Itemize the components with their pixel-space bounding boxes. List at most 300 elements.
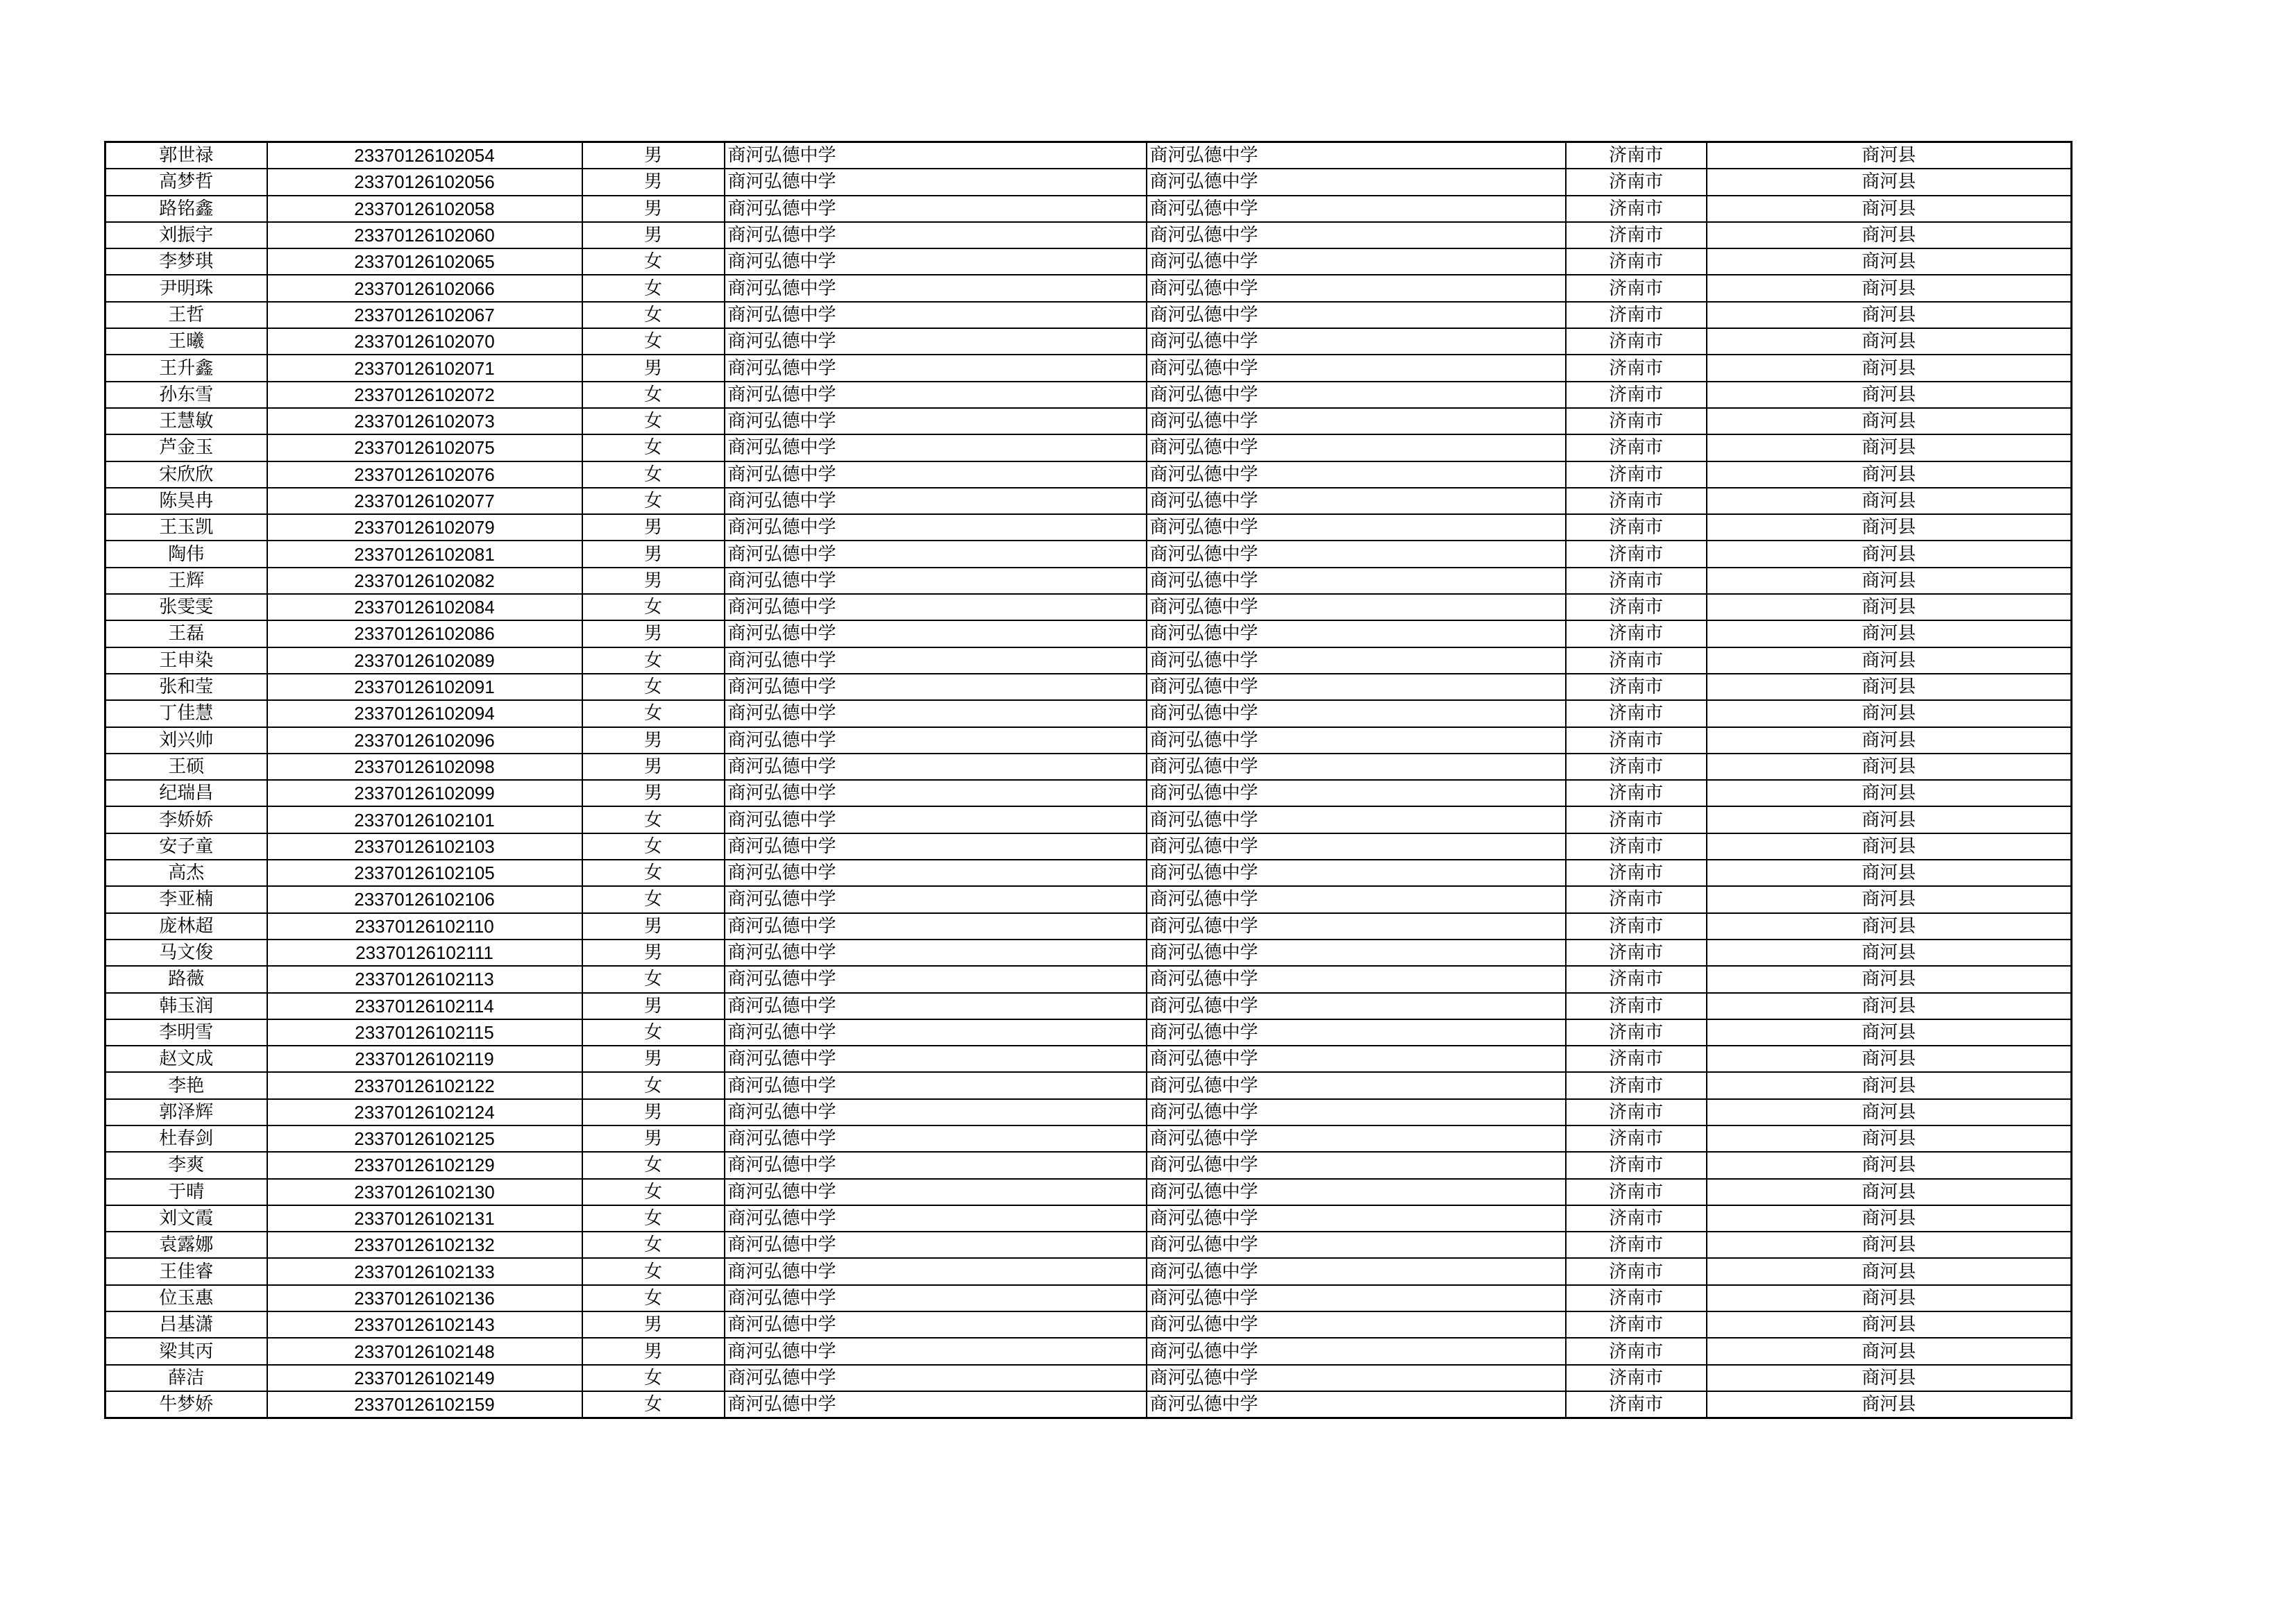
city-cell: 济南市 (1566, 886, 1707, 912)
table-row (105, 1179, 2072, 1205)
exam-id-cell: 23370126102110 (267, 913, 582, 940)
gender-cell: 女 (582, 1205, 725, 1232)
city-cell: 济南市 (1566, 355, 1707, 381)
gender-cell: 男 (582, 568, 725, 594)
exam-id-cell: 23370126102054 (267, 142, 582, 169)
gender-cell: 女 (582, 1179, 725, 1205)
gender-cell: 女 (582, 594, 725, 620)
registered-school-cell: 商河弘德中学 (1147, 1285, 1566, 1311)
table-row (105, 461, 2072, 488)
table-row (105, 1365, 2072, 1391)
name-cell: 尹明珠 (105, 275, 267, 301)
registered-school-cell: 商河弘德中学 (1147, 754, 1566, 780)
table-row (105, 1258, 2072, 1284)
county-cell: 商河县 (1707, 1019, 2072, 1046)
name-cell: 路薇 (105, 966, 267, 992)
school-cell: 商河弘德中学 (725, 966, 1147, 992)
school-cell: 商河弘德中学 (725, 488, 1147, 514)
table-row (105, 196, 2072, 222)
city-cell: 济南市 (1566, 488, 1707, 514)
registered-school-cell: 商河弘德中学 (1147, 1258, 1566, 1284)
gender-cell: 男 (582, 940, 725, 966)
table-row (105, 860, 2072, 886)
table-row (105, 1019, 2072, 1046)
table-row (105, 514, 2072, 541)
registered-school-cell: 商河弘德中学 (1147, 541, 1566, 567)
gender-cell: 女 (582, 966, 725, 992)
school-cell: 商河弘德中学 (725, 196, 1147, 222)
name-cell: 孙东雪 (105, 382, 267, 408)
table-row (105, 594, 2072, 620)
school-cell: 商河弘德中学 (725, 860, 1147, 886)
city-cell: 济南市 (1566, 1338, 1707, 1364)
county-cell: 商河县 (1707, 514, 2072, 541)
table-row (105, 647, 2072, 674)
city-cell: 济南市 (1566, 594, 1707, 620)
county-cell: 商河县 (1707, 461, 2072, 488)
name-cell: 李艳 (105, 1072, 267, 1098)
exam-id-cell: 23370126102084 (267, 594, 582, 620)
gender-cell: 女 (582, 860, 725, 886)
registered-school-cell: 商河弘德中学 (1147, 196, 1566, 222)
exam-id-cell: 23370126102072 (267, 382, 582, 408)
school-cell: 商河弘德中学 (725, 1365, 1147, 1391)
exam-id-cell: 23370126102149 (267, 1365, 582, 1391)
table-row (105, 674, 2072, 700)
registered-school-cell: 商河弘德中学 (1147, 514, 1566, 541)
registered-school-cell: 商河弘德中学 (1147, 700, 1566, 726)
name-cell: 于晴 (105, 1179, 267, 1205)
table-row (105, 620, 2072, 647)
school-cell: 商河弘德中学 (725, 169, 1147, 195)
exam-id-cell: 23370126102124 (267, 1099, 582, 1125)
county-cell: 商河县 (1707, 222, 2072, 248)
gender-cell: 女 (582, 806, 725, 833)
city-cell: 济南市 (1566, 408, 1707, 434)
exam-id-cell: 23370126102082 (267, 568, 582, 594)
exam-id-cell: 23370126102066 (267, 275, 582, 301)
gender-cell: 女 (582, 1232, 725, 1258)
county-cell: 商河县 (1707, 940, 2072, 966)
school-cell: 商河弘德中学 (725, 1019, 1147, 1046)
table-row (105, 1232, 2072, 1258)
registered-school-cell: 商河弘德中学 (1147, 408, 1566, 434)
city-cell: 济南市 (1566, 142, 1707, 169)
city-cell: 济南市 (1566, 913, 1707, 940)
county-cell: 商河县 (1707, 806, 2072, 833)
school-cell: 商河弘德中学 (725, 541, 1147, 567)
city-cell: 济南市 (1566, 647, 1707, 674)
table-row (105, 275, 2072, 301)
city-cell: 济南市 (1566, 1311, 1707, 1338)
name-cell: 薛洁 (105, 1365, 267, 1391)
gender-cell: 女 (582, 1365, 725, 1391)
school-cell: 商河弘德中学 (725, 727, 1147, 754)
school-cell: 商河弘德中学 (725, 1285, 1147, 1311)
city-cell: 济南市 (1566, 541, 1707, 567)
registered-school-cell: 商河弘德中学 (1147, 328, 1566, 355)
registered-school-cell: 商河弘德中学 (1147, 833, 1566, 860)
city-cell: 济南市 (1566, 806, 1707, 833)
school-cell: 商河弘德中学 (725, 940, 1147, 966)
registered-school-cell: 商河弘德中学 (1147, 302, 1566, 328)
school-cell: 商河弘德中学 (725, 1046, 1147, 1072)
gender-cell: 男 (582, 222, 725, 248)
gender-cell: 女 (582, 328, 725, 355)
school-cell: 商河弘德中学 (725, 806, 1147, 833)
exam-id-cell: 23370126102089 (267, 647, 582, 674)
city-cell: 济南市 (1566, 1125, 1707, 1152)
registered-school-cell: 商河弘德中学 (1147, 382, 1566, 408)
gender-cell: 女 (582, 1391, 725, 1418)
name-cell: 高杰 (105, 860, 267, 886)
county-cell: 商河县 (1707, 860, 2072, 886)
county-cell: 商河县 (1707, 1125, 2072, 1152)
gender-cell: 女 (582, 674, 725, 700)
table-row (105, 1311, 2072, 1338)
gender-cell: 女 (582, 1152, 725, 1178)
registered-school-cell: 商河弘德中学 (1147, 780, 1566, 806)
city-cell: 济南市 (1566, 833, 1707, 860)
city-cell: 济南市 (1566, 222, 1707, 248)
school-cell: 商河弘德中学 (725, 1152, 1147, 1178)
registered-school-cell: 商河弘德中学 (1147, 142, 1566, 169)
gender-cell: 男 (582, 514, 725, 541)
exam-id-cell: 23370126102148 (267, 1338, 582, 1364)
gender-cell: 女 (582, 275, 725, 301)
registered-school-cell: 商河弘德中学 (1147, 1365, 1566, 1391)
school-cell: 商河弘德中学 (725, 674, 1147, 700)
county-cell: 商河县 (1707, 780, 2072, 806)
registered-school-cell: 商河弘德中学 (1147, 248, 1566, 275)
exam-id-cell: 23370126102159 (267, 1391, 582, 1418)
table-row (105, 1205, 2072, 1232)
table-row (105, 1391, 2072, 1418)
exam-id-cell: 23370126102071 (267, 355, 582, 381)
name-cell: 韩玉润 (105, 993, 267, 1019)
table-row (105, 408, 2072, 434)
registered-school-cell: 商河弘德中学 (1147, 1338, 1566, 1364)
city-cell: 济南市 (1566, 1072, 1707, 1098)
gender-cell: 男 (582, 620, 725, 647)
city-cell: 济南市 (1566, 860, 1707, 886)
table-body (105, 142, 2072, 1418)
exam-id-cell: 23370126102094 (267, 700, 582, 726)
exam-id-cell: 23370126102096 (267, 727, 582, 754)
county-cell: 商河县 (1707, 382, 2072, 408)
name-cell: 刘兴帅 (105, 727, 267, 754)
registered-school-cell: 商河弘德中学 (1147, 275, 1566, 301)
county-cell: 商河县 (1707, 142, 2072, 169)
registered-school-cell: 商河弘德中学 (1147, 1019, 1566, 1046)
name-cell: 陈昊冉 (105, 488, 267, 514)
name-cell: 李娇娇 (105, 806, 267, 833)
name-cell: 纪瑞昌 (105, 780, 267, 806)
school-cell: 商河弘德中学 (725, 754, 1147, 780)
school-cell: 商河弘德中学 (725, 142, 1147, 169)
exam-id-cell: 23370126102131 (267, 1205, 582, 1232)
name-cell: 郭世禄 (105, 142, 267, 169)
table-row (105, 940, 2072, 966)
registered-school-cell: 商河弘德中学 (1147, 434, 1566, 461)
school-cell: 商河弘德中学 (725, 1125, 1147, 1152)
county-cell: 商河县 (1707, 966, 2072, 992)
registered-school-cell: 商河弘德中学 (1147, 1391, 1566, 1418)
exam-id-cell: 23370126102098 (267, 754, 582, 780)
school-cell: 商河弘德中学 (725, 461, 1147, 488)
city-cell: 济南市 (1566, 1152, 1707, 1178)
table-row (105, 1338, 2072, 1364)
county-cell: 商河县 (1707, 275, 2072, 301)
county-cell: 商河县 (1707, 1046, 2072, 1072)
student-roster-table (104, 141, 2073, 1419)
table-row (105, 1152, 2072, 1178)
school-cell: 商河弘德中学 (725, 1072, 1147, 1098)
registered-school-cell: 商河弘德中学 (1147, 568, 1566, 594)
exam-id-cell: 23370126102081 (267, 541, 582, 567)
name-cell: 安子童 (105, 833, 267, 860)
name-cell: 丁佳慧 (105, 700, 267, 726)
county-cell: 商河县 (1707, 488, 2072, 514)
county-cell: 商河县 (1707, 727, 2072, 754)
name-cell: 王玉凯 (105, 514, 267, 541)
school-cell: 商河弘德中学 (725, 1179, 1147, 1205)
city-cell: 济南市 (1566, 461, 1707, 488)
table-row (105, 382, 2072, 408)
school-cell: 商河弘德中学 (725, 248, 1147, 275)
county-cell: 商河县 (1707, 1338, 2072, 1364)
gender-cell: 男 (582, 541, 725, 567)
gender-cell: 男 (582, 913, 725, 940)
school-cell: 商河弘德中学 (725, 620, 1147, 647)
exam-id-cell: 23370126102113 (267, 966, 582, 992)
registered-school-cell: 商河弘德中学 (1147, 1072, 1566, 1098)
table-row (105, 248, 2072, 275)
school-cell: 商河弘德中学 (725, 647, 1147, 674)
registered-school-cell: 商河弘德中学 (1147, 966, 1566, 992)
exam-id-cell: 23370126102073 (267, 408, 582, 434)
name-cell: 王申染 (105, 647, 267, 674)
city-cell: 济南市 (1566, 620, 1707, 647)
city-cell: 济南市 (1566, 248, 1707, 275)
school-cell: 商河弘德中学 (725, 1391, 1147, 1418)
county-cell: 商河县 (1707, 248, 2072, 275)
table-row (105, 568, 2072, 594)
county-cell: 商河县 (1707, 913, 2072, 940)
city-cell: 济南市 (1566, 700, 1707, 726)
name-cell: 马文俊 (105, 940, 267, 966)
exam-id-cell: 23370126102133 (267, 1258, 582, 1284)
name-cell: 王硕 (105, 754, 267, 780)
registered-school-cell: 商河弘德中学 (1147, 594, 1566, 620)
exam-id-cell: 23370126102114 (267, 993, 582, 1019)
school-cell: 商河弘德中学 (725, 355, 1147, 381)
registered-school-cell: 商河弘德中学 (1147, 806, 1566, 833)
city-cell: 济南市 (1566, 940, 1707, 966)
school-cell: 商河弘德中学 (725, 1232, 1147, 1258)
name-cell: 王磊 (105, 620, 267, 647)
city-cell: 济南市 (1566, 1391, 1707, 1418)
table-row (105, 302, 2072, 328)
gender-cell: 女 (582, 461, 725, 488)
county-cell: 商河县 (1707, 434, 2072, 461)
county-cell: 商河县 (1707, 1232, 2072, 1258)
exam-id-cell: 23370126102122 (267, 1072, 582, 1098)
county-cell: 商河县 (1707, 754, 2072, 780)
city-cell: 济南市 (1566, 328, 1707, 355)
exam-id-cell: 23370126102091 (267, 674, 582, 700)
registered-school-cell: 商河弘德中学 (1147, 461, 1566, 488)
county-cell: 商河县 (1707, 169, 2072, 195)
county-cell: 商河县 (1707, 302, 2072, 328)
name-cell: 梁其丙 (105, 1338, 267, 1364)
registered-school-cell: 商河弘德中学 (1147, 913, 1566, 940)
gender-cell: 男 (582, 1099, 725, 1125)
city-cell: 济南市 (1566, 993, 1707, 1019)
exam-id-cell: 23370126102079 (267, 514, 582, 541)
table-row (105, 169, 2072, 195)
exam-id-cell: 23370126102058 (267, 196, 582, 222)
city-cell: 济南市 (1566, 196, 1707, 222)
city-cell: 济南市 (1566, 1232, 1707, 1258)
name-cell: 李明雪 (105, 1019, 267, 1046)
name-cell: 芦金玉 (105, 434, 267, 461)
name-cell: 路铭鑫 (105, 196, 267, 222)
county-cell: 商河县 (1707, 993, 2072, 1019)
name-cell: 庞林超 (105, 913, 267, 940)
school-cell: 商河弘德中学 (725, 1311, 1147, 1338)
exam-id-cell: 23370126102132 (267, 1232, 582, 1258)
name-cell: 李亚楠 (105, 886, 267, 912)
gender-cell: 男 (582, 780, 725, 806)
city-cell: 济南市 (1566, 1019, 1707, 1046)
gender-cell: 女 (582, 382, 725, 408)
gender-cell: 女 (582, 700, 725, 726)
school-cell: 商河弘德中学 (725, 408, 1147, 434)
name-cell: 王哲 (105, 302, 267, 328)
city-cell: 济南市 (1566, 1365, 1707, 1391)
county-cell: 商河县 (1707, 355, 2072, 381)
registered-school-cell: 商河弘德中学 (1147, 1232, 1566, 1258)
county-cell: 商河县 (1707, 647, 2072, 674)
registered-school-cell: 商河弘德中学 (1147, 1311, 1566, 1338)
table-row (105, 1099, 2072, 1125)
name-cell: 赵文成 (105, 1046, 267, 1072)
exam-id-cell: 23370126102143 (267, 1311, 582, 1338)
exam-id-cell: 23370126102129 (267, 1152, 582, 1178)
city-cell: 济南市 (1566, 1258, 1707, 1284)
name-cell: 位玉惠 (105, 1285, 267, 1311)
gender-cell: 女 (582, 302, 725, 328)
table-row (105, 434, 2072, 461)
registered-school-cell: 商河弘德中学 (1147, 355, 1566, 381)
school-cell: 商河弘德中学 (725, 833, 1147, 860)
school-cell: 商河弘德中学 (725, 1099, 1147, 1125)
county-cell: 商河县 (1707, 620, 2072, 647)
city-cell: 济南市 (1566, 434, 1707, 461)
name-cell: 刘文霞 (105, 1205, 267, 1232)
table-row (105, 1125, 2072, 1152)
city-cell: 济南市 (1566, 727, 1707, 754)
gender-cell: 男 (582, 1338, 725, 1364)
school-cell: 商河弘德中学 (725, 886, 1147, 912)
name-cell: 吕基潇 (105, 1311, 267, 1338)
gender-cell: 女 (582, 1019, 725, 1046)
registered-school-cell: 商河弘德中学 (1147, 860, 1566, 886)
gender-cell: 女 (582, 833, 725, 860)
school-cell: 商河弘德中学 (725, 1338, 1147, 1364)
school-cell: 商河弘德中学 (725, 514, 1147, 541)
exam-id-cell: 23370126102101 (267, 806, 582, 833)
name-cell: 李爽 (105, 1152, 267, 1178)
county-cell: 商河县 (1707, 1285, 2072, 1311)
gender-cell: 女 (582, 248, 725, 275)
exam-id-cell: 23370126102115 (267, 1019, 582, 1046)
gender-cell: 男 (582, 1125, 725, 1152)
city-cell: 济南市 (1566, 780, 1707, 806)
gender-cell: 女 (582, 647, 725, 674)
table-row (105, 328, 2072, 355)
table-row (105, 355, 2072, 381)
table-row (105, 780, 2072, 806)
county-cell: 商河县 (1707, 541, 2072, 567)
county-cell: 商河县 (1707, 700, 2072, 726)
county-cell: 商河县 (1707, 1311, 2072, 1338)
registered-school-cell: 商河弘德中学 (1147, 169, 1566, 195)
gender-cell: 女 (582, 408, 725, 434)
exam-id-cell: 23370126102056 (267, 169, 582, 195)
county-cell: 商河县 (1707, 1099, 2072, 1125)
name-cell: 王辉 (105, 568, 267, 594)
table-row (105, 727, 2072, 754)
gender-cell: 男 (582, 727, 725, 754)
registered-school-cell: 商河弘德中学 (1147, 1205, 1566, 1232)
gender-cell: 男 (582, 169, 725, 195)
registered-school-cell: 商河弘德中学 (1147, 1152, 1566, 1178)
gender-cell: 女 (582, 1285, 725, 1311)
school-cell: 商河弘德中学 (725, 434, 1147, 461)
exam-id-cell: 23370126102076 (267, 461, 582, 488)
table-row (105, 142, 2072, 169)
school-cell: 商河弘德中学 (725, 328, 1147, 355)
school-cell: 商河弘德中学 (725, 302, 1147, 328)
table-row (105, 993, 2072, 1019)
name-cell: 王慧敏 (105, 408, 267, 434)
county-cell: 商河县 (1707, 674, 2072, 700)
registered-school-cell: 商河弘德中学 (1147, 940, 1566, 966)
name-cell: 郭泽辉 (105, 1099, 267, 1125)
name-cell: 张雯雯 (105, 594, 267, 620)
city-cell: 济南市 (1566, 1205, 1707, 1232)
registered-school-cell: 商河弘德中学 (1147, 620, 1566, 647)
table-row (105, 913, 2072, 940)
exam-id-cell: 23370126102125 (267, 1125, 582, 1152)
name-cell: 陶伟 (105, 541, 267, 567)
exam-id-cell: 23370126102099 (267, 780, 582, 806)
table-row (105, 700, 2072, 726)
school-cell: 商河弘德中学 (725, 993, 1147, 1019)
registered-school-cell: 商河弘德中学 (1147, 727, 1566, 754)
city-cell: 济南市 (1566, 275, 1707, 301)
table-row (105, 754, 2072, 780)
registered-school-cell: 商河弘德中学 (1147, 1046, 1566, 1072)
registered-school-cell: 商河弘德中学 (1147, 993, 1566, 1019)
name-cell: 牛梦娇 (105, 1391, 267, 1418)
name-cell: 袁露娜 (105, 1232, 267, 1258)
county-cell: 商河县 (1707, 196, 2072, 222)
exam-id-cell: 23370126102075 (267, 434, 582, 461)
city-cell: 济南市 (1566, 302, 1707, 328)
